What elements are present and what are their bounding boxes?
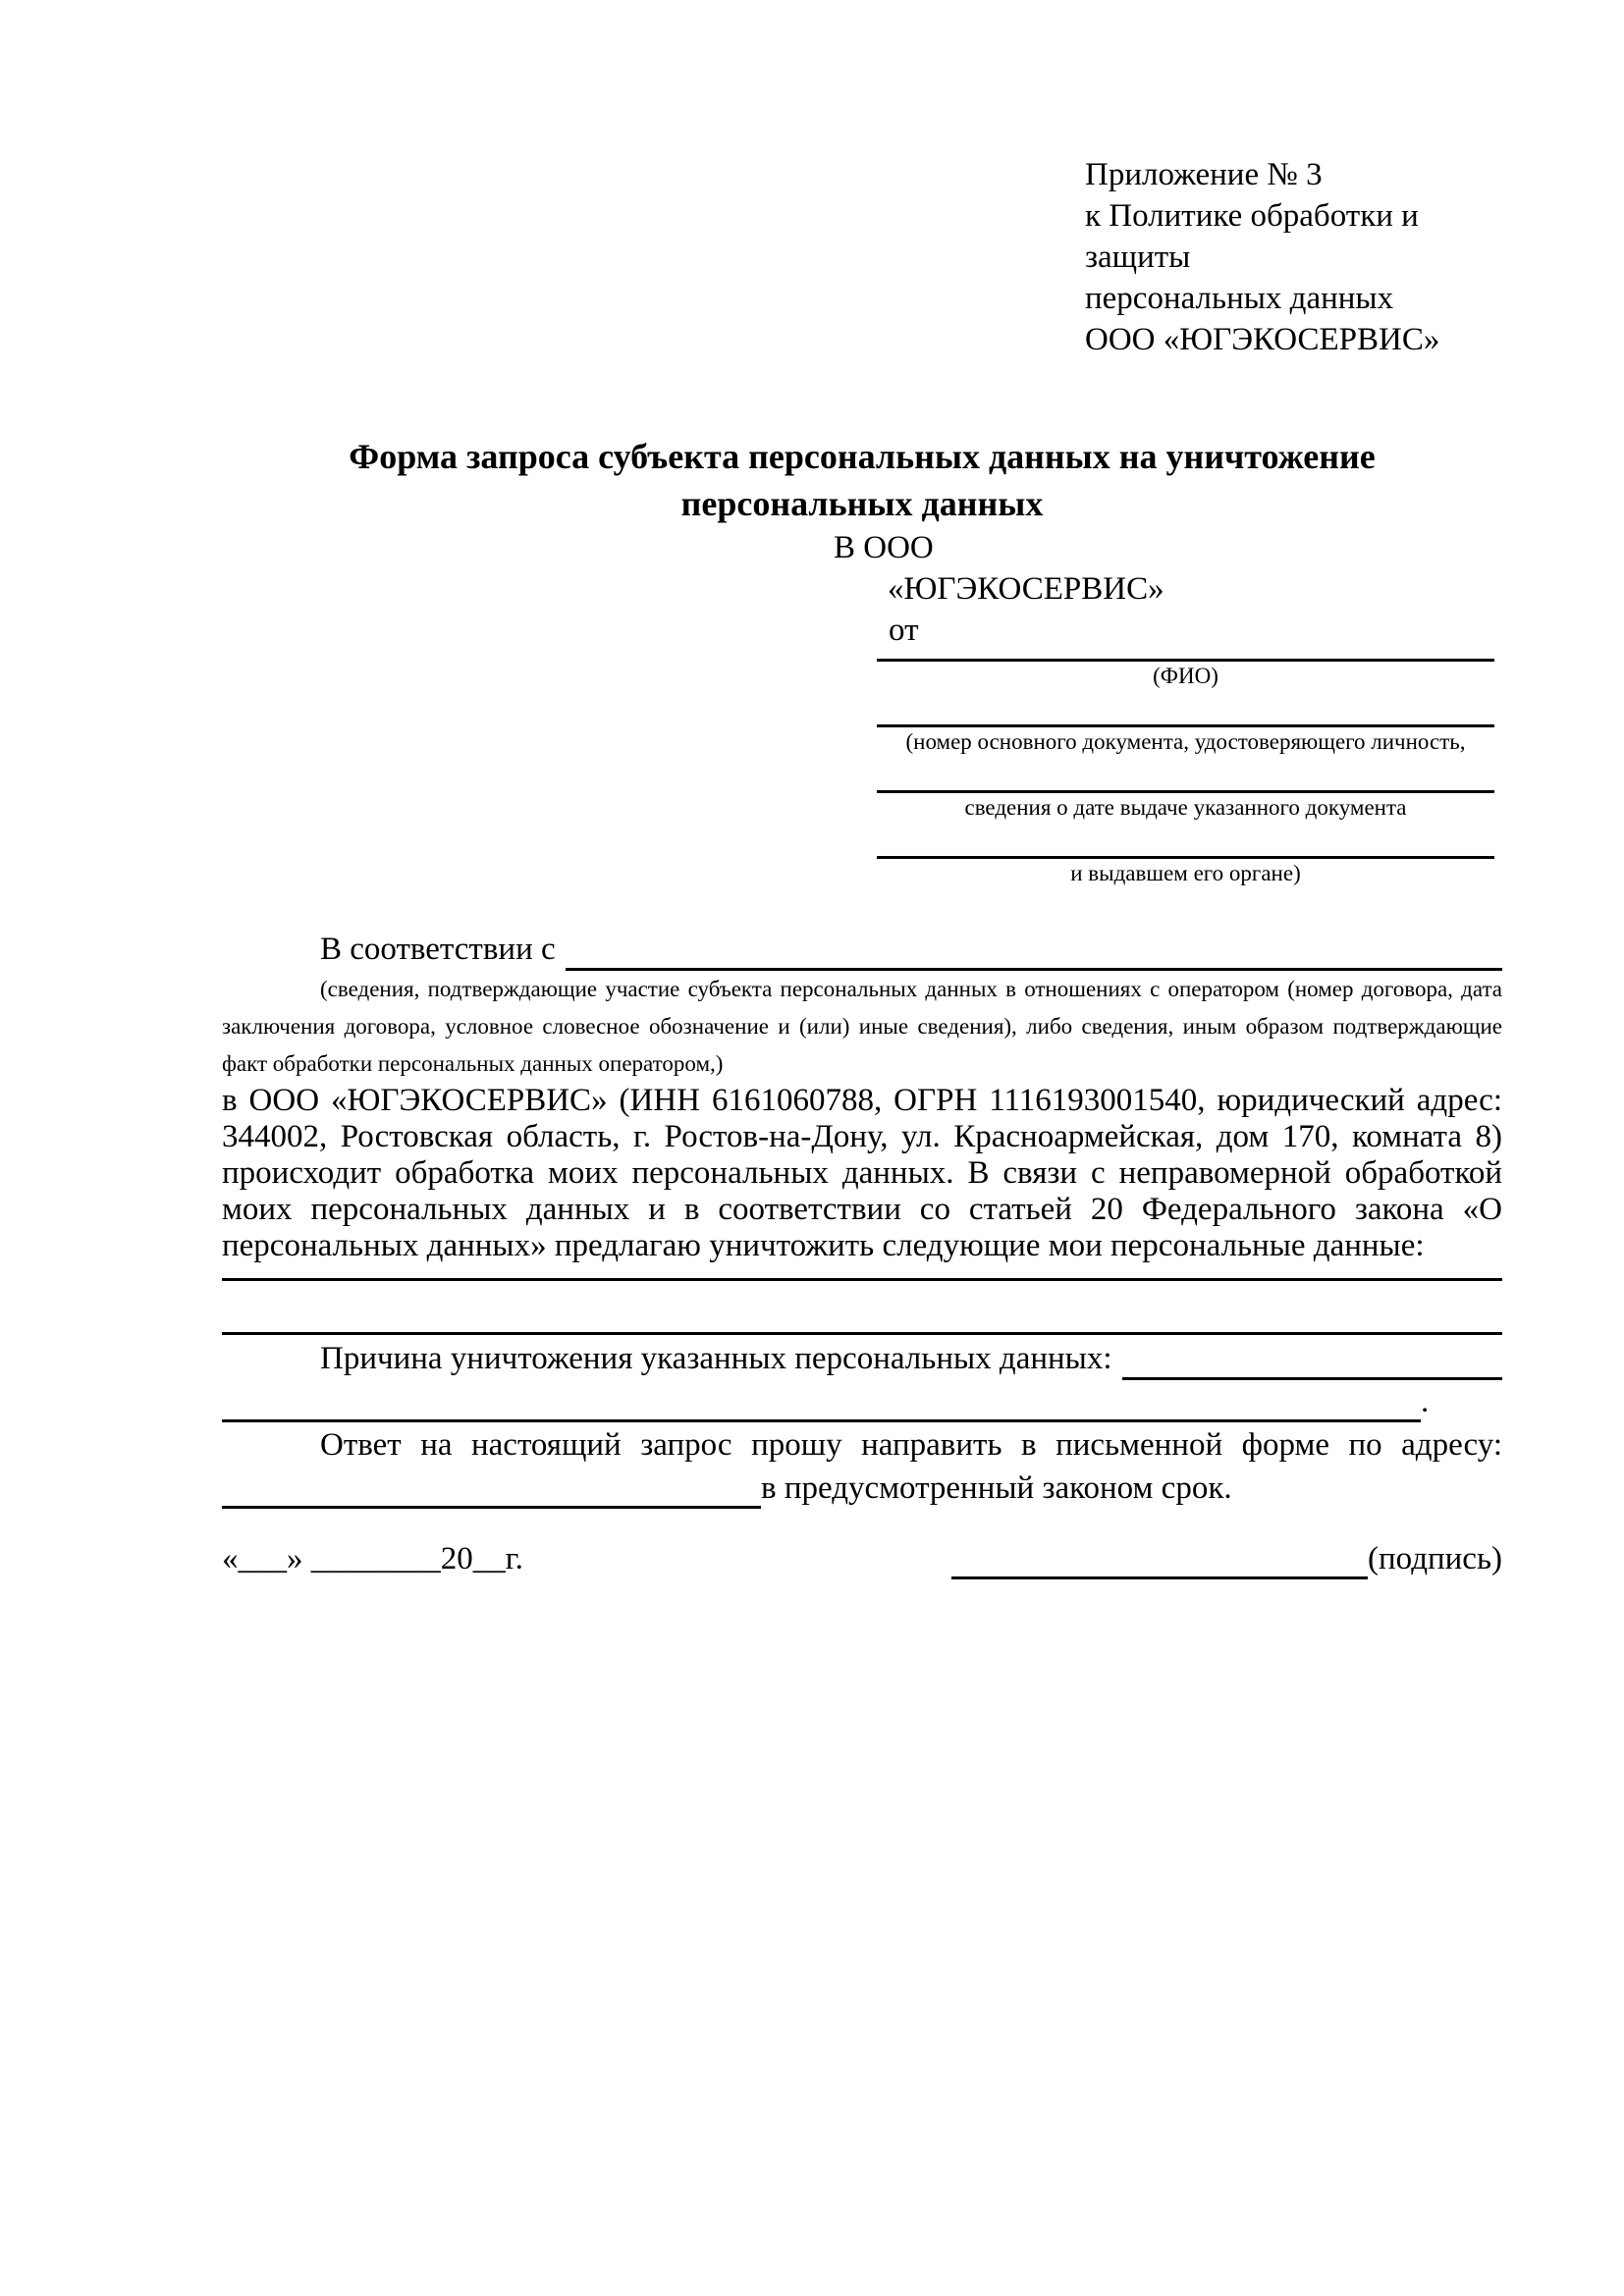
response-address-blank-line [222, 1467, 761, 1509]
fio-field [877, 651, 1494, 691]
reason-blank-line [1122, 1337, 1502, 1380]
reason-continuation-row [222, 1380, 1502, 1423]
applicant-fields-block [877, 651, 1494, 888]
issue-date-caption: сведения о дате выдаче указанного документа [964, 795, 1407, 820]
document-title-line-1: Форма запроса субъекта персональных данных на уничтожение [349, 437, 1376, 476]
reason-blank-line-2 [222, 1380, 1421, 1422]
response-address-row [222, 1467, 1502, 1510]
document-number-field [877, 717, 1494, 757]
response-lead-paragraph: Ответ на настоящий запрос прошу направить в письменной форме по адресу: [320, 1427, 1502, 1463]
issue-date-blank-line [877, 782, 1494, 793]
accordance-caption: (сведения, подтверждающие участие субъекта персональных данных в отношениях с оператором (номер договора, дата заключения договора, условное словесное обозначение и (или) иные сведения), либо сведения, иным образом подтверждающие факт обработки персональных данных оператором,) [222, 977, 1502, 1076]
addressee-block [222, 527, 1502, 651]
issuing-authority-caption: и выдавшем его органе) [1070, 861, 1301, 885]
appendix-line-3: персональных данных [1085, 281, 1394, 316]
issue-date-field [877, 782, 1494, 823]
accordance-blank-line [566, 928, 1502, 971]
appendix-line-1: Приложение № 3 [1085, 157, 1323, 192]
issuing-authority-field [877, 848, 1494, 888]
signature-blank-line [951, 1537, 1368, 1579]
appendix-block [1085, 154, 1502, 360]
document-title-line-2: персональных данных [680, 484, 1044, 523]
addressee-from-label: от [889, 613, 919, 648]
data-to-destroy-blank-line-1 [222, 1264, 1502, 1281]
date-blank-text: «___» ________20__г. [222, 1541, 523, 1576]
addressee-org-name: «ЮГЭКОСЕРВИС» [888, 571, 1164, 607]
data-to-destroy-blank-line-2 [222, 1281, 1502, 1335]
fio-blank-line [877, 651, 1494, 662]
document-title [222, 433, 1502, 527]
body-paragraph: в ООО «ЮГЭКОСЕРВИС» (ИНН 6161060788, ОГРН 1116193001540, юридический адрес: 344002, Ростовская область, г. Ростов-на-Дону, ул. Красноармейская, дом 170, комната 8) происходит обработка моих персональных данных. В связи с неправомерной обработкой моих персональных данных и в соответствии со статьей 20 Федерального закона «О персональных данных» предлагаю уничтожить следующие мои персональные данные: [222, 1083, 1502, 1263]
response-tail-text: в предусмотренный законом срок. [761, 1470, 1232, 1506]
signature-group [951, 1537, 1502, 1580]
appendix-line-2: к Политике обработки и защиты [1085, 198, 1419, 275]
date-signature-row [222, 1537, 1502, 1580]
signature-caption: (подпись) [1368, 1541, 1502, 1576]
reason-lead-text: Причина уничтожения указанных персональных данных: [320, 1341, 1112, 1376]
addressee-to-prefix: В ООО [834, 530, 934, 565]
reason-line-row [222, 1337, 1502, 1380]
accordance-line-row [222, 928, 1502, 971]
issuing-authority-blank-line [877, 848, 1494, 859]
reason-line-end: . [1421, 1384, 1430, 1419]
appendix-line-4: ООО «ЮГЭКОСЕРВИС» [1085, 322, 1440, 357]
document-number-caption: (номер основного документа, удостоверяющего личность, [905, 729, 1466, 754]
fio-caption: (ФИО) [1153, 664, 1218, 688]
accordance-lead-text: В соответствии с [320, 932, 556, 967]
document-number-blank-line [877, 717, 1494, 727]
